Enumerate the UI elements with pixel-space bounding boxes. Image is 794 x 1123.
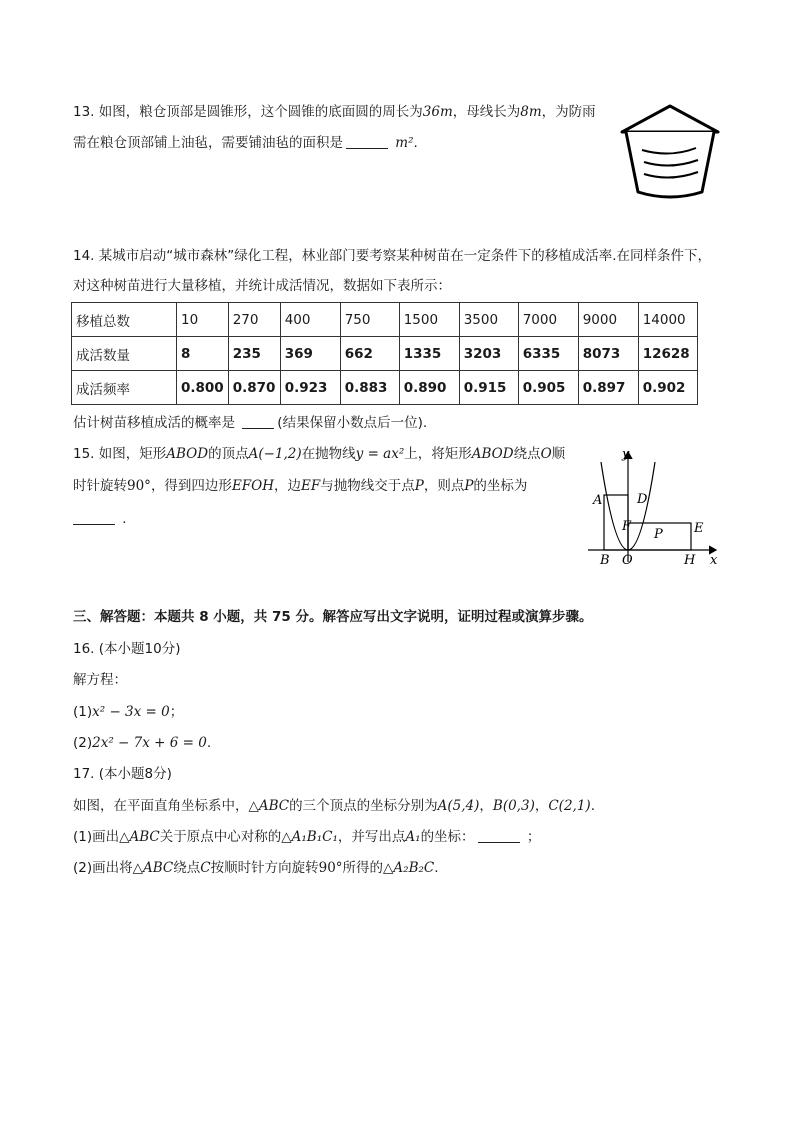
label-e: E bbox=[694, 521, 704, 536]
table-cell: 1335 bbox=[399, 337, 459, 371]
table-cell: 0.905 bbox=[518, 371, 578, 405]
answer-blank[interactable] bbox=[73, 510, 115, 525]
q15-text: 15. 如图，矩形 bbox=[73, 446, 167, 462]
eq-number: (2) bbox=[73, 735, 93, 751]
q13-text: ，为防雨 bbox=[541, 104, 596, 120]
label-p: P bbox=[654, 527, 663, 542]
q13-text: . bbox=[413, 135, 418, 151]
q13-text: ，母线长为 bbox=[452, 104, 521, 120]
table-row bbox=[72, 303, 698, 337]
q15-math: A(−1,2) bbox=[248, 446, 302, 462]
q17-text: 如图，在平面直角坐标系中， bbox=[73, 798, 249, 814]
label-x: x bbox=[710, 553, 718, 568]
q15-text: 的坐标为 bbox=[473, 478, 528, 494]
table-row bbox=[72, 371, 698, 405]
q15-text: 绕点 bbox=[513, 446, 541, 462]
q17-text: 的坐标： bbox=[420, 829, 475, 845]
q13-line2 bbox=[73, 133, 418, 153]
table-cell: 9000 bbox=[578, 303, 638, 337]
q17-text: (2)画出将 bbox=[73, 860, 133, 876]
q15-text: 时针旋转 bbox=[73, 478, 127, 494]
q16-eq2 bbox=[73, 733, 211, 753]
q17-text: ，并写出点 bbox=[337, 829, 406, 845]
q15-math: EF bbox=[301, 478, 321, 494]
q17-text: (1)画出 bbox=[73, 829, 120, 845]
q14-line3 bbox=[73, 413, 427, 433]
table-cell: 0.883 bbox=[340, 371, 399, 405]
q17-math: △ABC bbox=[119, 829, 160, 845]
answer-blank[interactable] bbox=[346, 134, 388, 149]
q16-text: . bbox=[206, 735, 212, 751]
q15-text: 顺 bbox=[551, 446, 566, 462]
q17-math: A₁ bbox=[405, 829, 421, 845]
q17-part1 bbox=[73, 827, 540, 847]
table-cell: 369 bbox=[280, 337, 340, 371]
q17-math: △ABC bbox=[248, 798, 290, 814]
q15-math: 90° bbox=[127, 478, 151, 494]
table-cell: 8073 bbox=[578, 337, 638, 371]
q13-line1 bbox=[73, 102, 596, 122]
q13-unit: m² bbox=[395, 135, 414, 151]
table-cell: 3500 bbox=[459, 303, 518, 337]
q15-line2 bbox=[73, 476, 527, 496]
q15-math: P bbox=[464, 478, 474, 494]
table-cell: 0.800 bbox=[177, 371, 229, 405]
q15-math: ABOD bbox=[471, 446, 514, 462]
q17-part2 bbox=[73, 858, 439, 878]
q15-math: P bbox=[414, 478, 424, 494]
q17-text: 绕点 bbox=[173, 860, 201, 876]
q15-text: 与抛物线交于点 bbox=[320, 478, 415, 494]
q17-title: 17. (本小题8分) bbox=[73, 766, 172, 782]
table-cell: 270 bbox=[228, 303, 280, 337]
q14-line1: 14. 某城市启动“城市森林”绿化工程，林业部门要考察某种树苗在一定条件下的移植成活率.在同样条件下， bbox=[73, 248, 712, 264]
q17-math: C bbox=[200, 860, 211, 876]
table-row bbox=[72, 337, 698, 371]
row-header: 成活频率 bbox=[72, 371, 177, 405]
equation: 2x² − 7x + 6 = 0 bbox=[92, 735, 207, 751]
answer-blank[interactable] bbox=[478, 828, 520, 843]
q17-math: △ABC bbox=[132, 860, 174, 876]
q17-text: . bbox=[590, 798, 595, 814]
section-heading: 三、解答题：本题共 8 小题，共 75 分。解答应写出文字说明，证明过程或演算步骤。 bbox=[73, 609, 593, 625]
q17-text: 所得的 bbox=[342, 860, 384, 876]
q15-math: EFOH bbox=[231, 478, 274, 494]
label-a: A bbox=[593, 493, 603, 508]
q13-text: 13. 如图，粮仓顶部是圆锥形，这个圆锥的底面圆的周长为 bbox=[73, 104, 423, 120]
table-cell: 400 bbox=[280, 303, 340, 337]
table-cell: 14000 bbox=[638, 303, 697, 337]
q16-text: ； bbox=[169, 704, 184, 720]
q17-text: 关于原点中心对称的 bbox=[159, 829, 282, 845]
q16-prompt: 解方程： bbox=[73, 672, 127, 688]
equation: x² − 3x = 0 bbox=[92, 704, 170, 720]
q13-circumference: 36m bbox=[422, 104, 453, 120]
q17-text: 的三个顶点的坐标分别为 bbox=[289, 798, 438, 814]
parabola-figure bbox=[582, 444, 722, 574]
answer-blank[interactable] bbox=[242, 414, 274, 429]
q15-math: O bbox=[540, 446, 552, 462]
table-cell: 0.897 bbox=[578, 371, 638, 405]
label-b: B bbox=[600, 553, 610, 568]
q13-text: 需在粮仓顶部铺上油毡，需要铺油毡的面积是 bbox=[73, 135, 343, 151]
q17-text: ； bbox=[526, 829, 541, 845]
q16-title: 16. (本小题10分) bbox=[73, 641, 181, 657]
table-cell: 7000 bbox=[518, 303, 578, 337]
label-o: O bbox=[622, 553, 633, 568]
q17-math: △A₁B₁C₁ bbox=[281, 829, 338, 845]
q17-text: ， bbox=[534, 798, 549, 814]
table-cell: 750 bbox=[340, 303, 399, 337]
q15-text: ，则点 bbox=[423, 478, 465, 494]
label-h: H bbox=[684, 553, 696, 568]
q17-math: B(0,3) bbox=[492, 798, 535, 814]
table-cell: 0.915 bbox=[459, 371, 518, 405]
q15-text: 的顶点 bbox=[208, 446, 249, 462]
table-cell: 662 bbox=[340, 337, 399, 371]
q17-text: . bbox=[434, 860, 439, 876]
table-cell: 1500 bbox=[399, 303, 459, 337]
table-cell: 3203 bbox=[459, 337, 518, 371]
q14-text: (结果保留小数点后一位). bbox=[277, 415, 428, 431]
table-cell: 0.870 bbox=[228, 371, 280, 405]
table-cell: 8 bbox=[177, 337, 229, 371]
label-y: y bbox=[622, 447, 630, 462]
granary-figure bbox=[618, 100, 724, 206]
q15-text: ，边 bbox=[274, 478, 301, 494]
table-cell: 6335 bbox=[518, 337, 578, 371]
q17-math: △A₂B₂C bbox=[383, 860, 435, 876]
table-cell: 0.890 bbox=[399, 371, 459, 405]
q15-text: 上，将矩形 bbox=[404, 446, 472, 462]
q17-text: ， bbox=[479, 798, 493, 814]
q13-slant-height: 8m bbox=[520, 104, 542, 120]
q17-math: A(5,4) bbox=[437, 798, 480, 814]
label-f: F bbox=[622, 519, 632, 534]
table-cell: 0.923 bbox=[280, 371, 340, 405]
q17-text: 按顺时针方向旋转 bbox=[210, 860, 319, 876]
q17-math: C(2,1) bbox=[548, 798, 591, 814]
row-header: 成活数量 bbox=[72, 337, 177, 371]
q17-line1 bbox=[73, 796, 595, 816]
q14-text: 估计树苗移植成活的概率是 bbox=[73, 415, 235, 431]
q16-eq1 bbox=[73, 702, 183, 722]
table-cell: 10 bbox=[177, 303, 229, 337]
q15-text: . bbox=[122, 511, 127, 527]
q15-text: ，得到四边形 bbox=[150, 478, 232, 494]
q14-line2: 对这种树苗进行大量移植，并统计成活情况，数据如下表所示： bbox=[73, 278, 451, 294]
q17-math: 90° bbox=[318, 860, 343, 876]
label-d: D bbox=[637, 492, 648, 507]
eq-number: (1) bbox=[73, 704, 93, 720]
table-cell: 0.902 bbox=[638, 371, 697, 405]
q15-line3 bbox=[73, 509, 127, 529]
transplant-table bbox=[71, 302, 698, 405]
q15-line1 bbox=[73, 444, 565, 464]
q15-math: ABOD bbox=[166, 446, 209, 462]
row-header: 移植总数 bbox=[72, 303, 177, 337]
table-cell: 12628 bbox=[638, 337, 697, 371]
q15-math: y = ax² bbox=[355, 446, 405, 462]
table-cell: 235 bbox=[228, 337, 280, 371]
q15-text: 在抛物线 bbox=[301, 446, 356, 462]
